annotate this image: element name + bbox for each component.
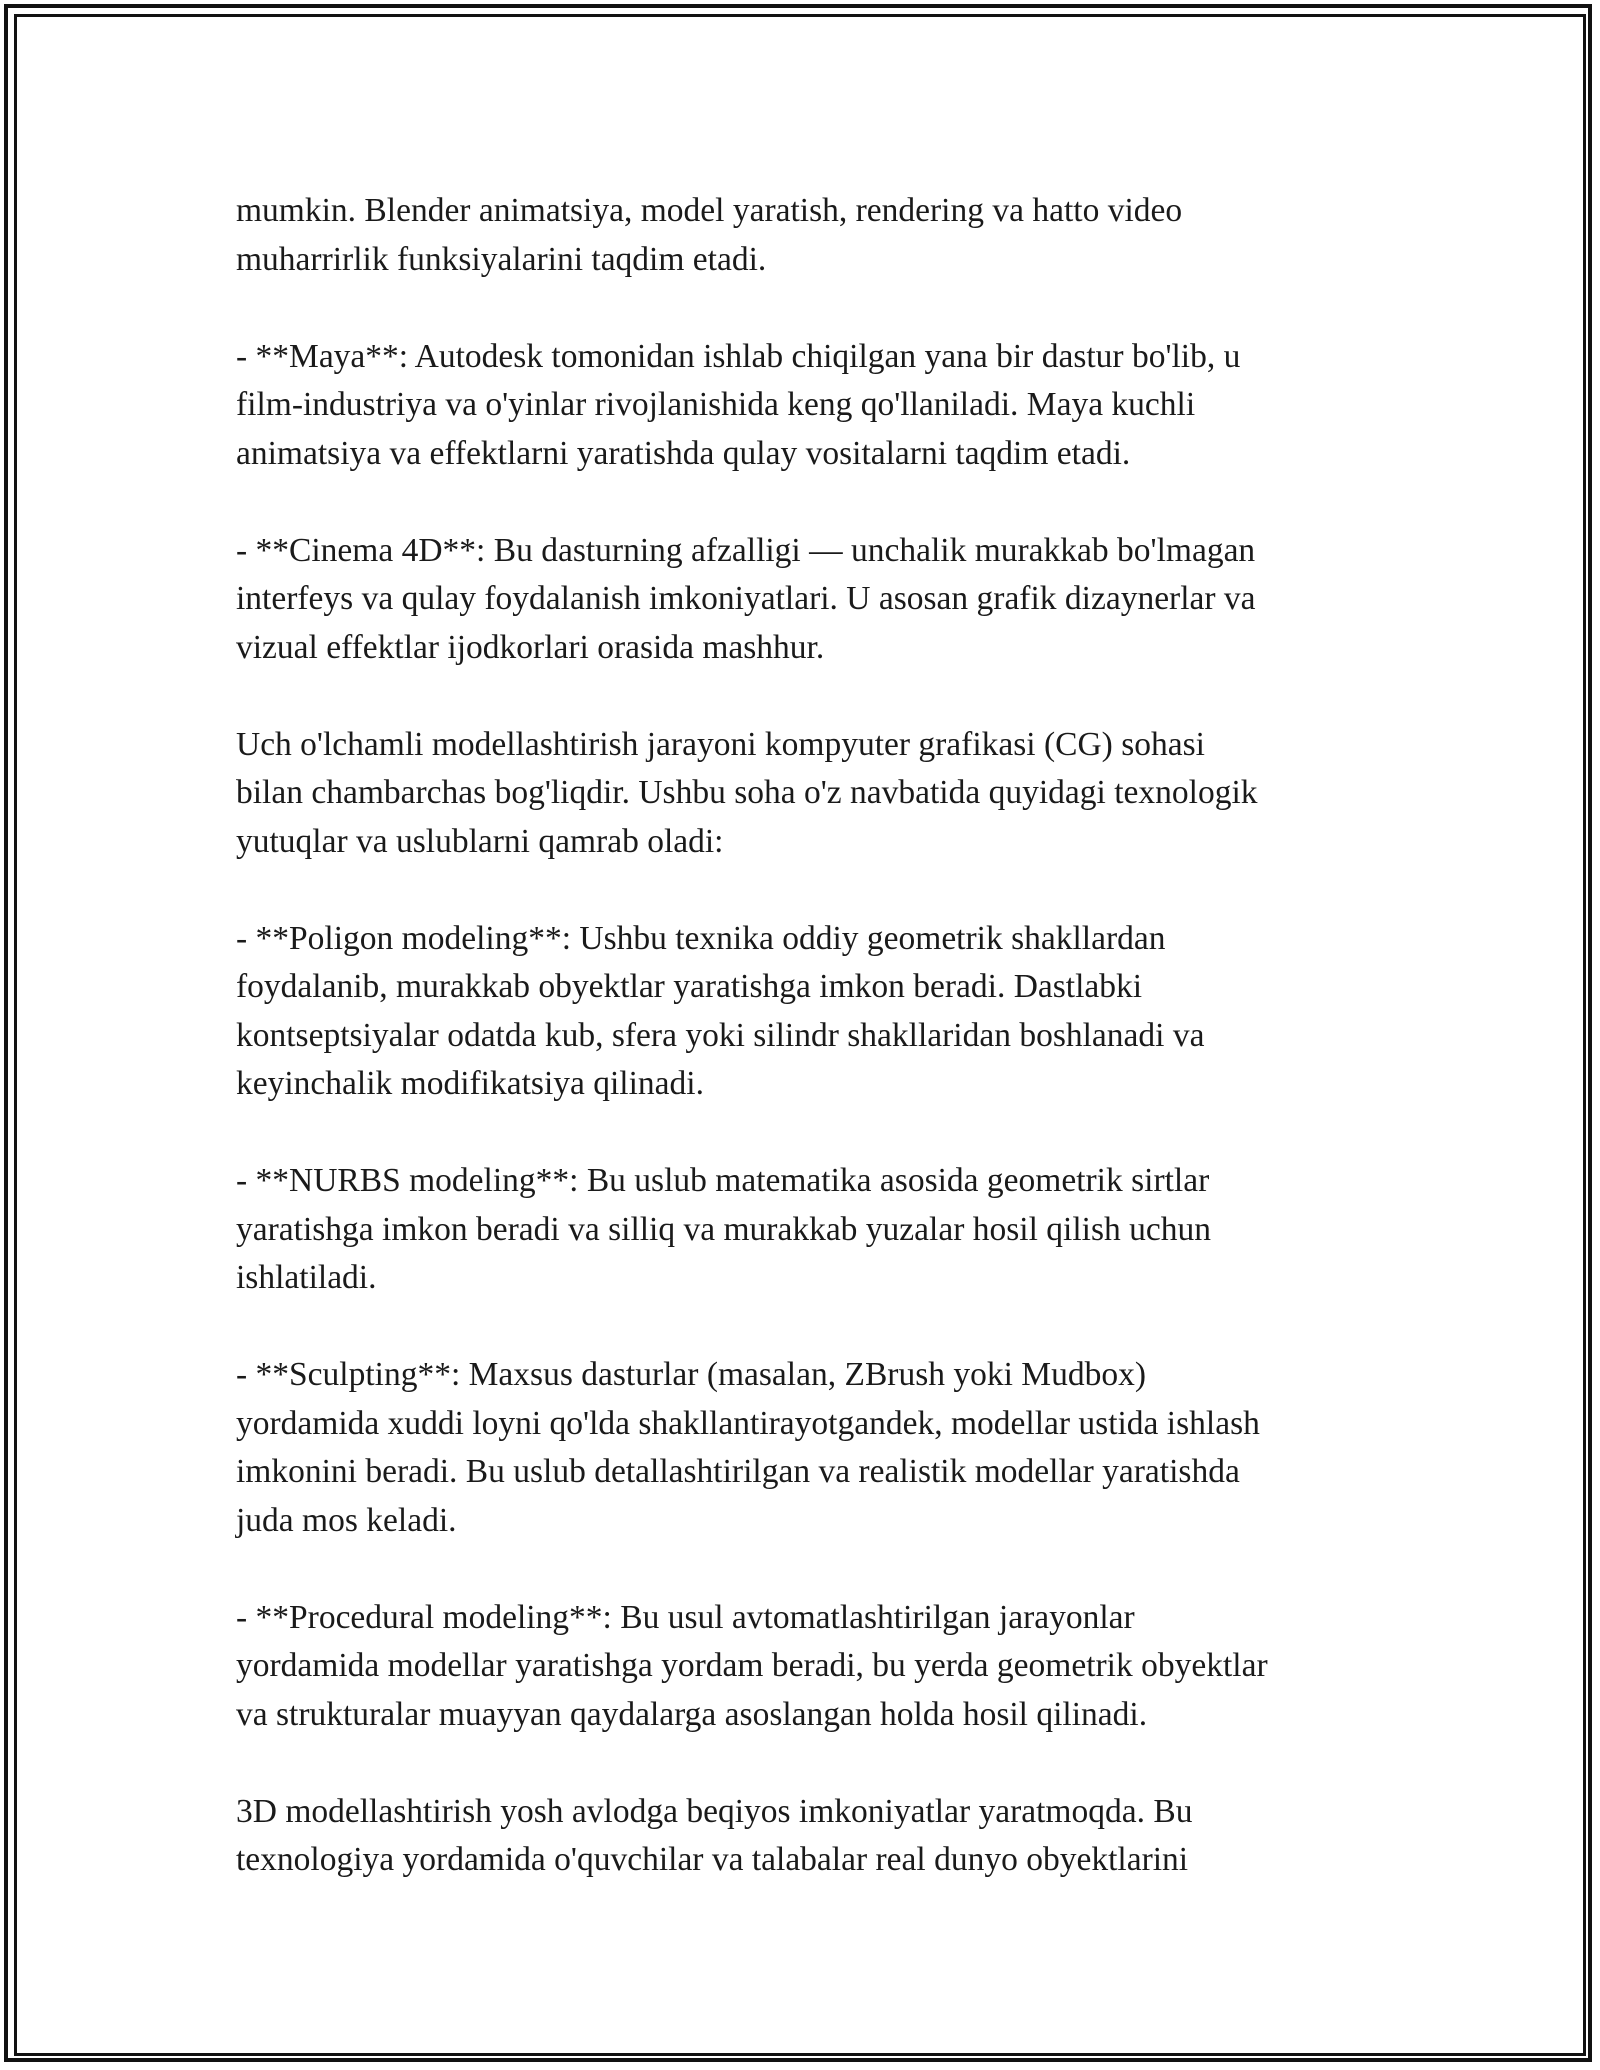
paragraph-maya: - **Maya**: Autodesk tomonidan ishlab chiqilgan yana bir dastur bo'lib, u film-industriya va o'yinlar rivojlanishida keng qo'llaniladi. Maya kuchli animatsiya va effektlarni yaratishda qulay vositalarni taqdim etadi. (236, 337, 1241, 472)
paragraph-nurbs-modeling: - **NURBS modeling**: Bu uslub matematika asosida geometrik sirtlar yaratishga imkon beradi va silliq va murakkab yuzalar hosil qilish uchun ishlatiladi. (236, 1162, 1211, 1296)
paragraph-cinema-4d: - **Cinema 4D**: Bu dasturning afzalligi — unchalik murakkab bo'lmagan interfeys va qulay foydalanish imkoniyatlari. U asosan grafik dizaynerlar va vizual effektlar ijodkorlari orasida mashhur. (236, 531, 1256, 666)
paragraph-polygon-modeling: - **Poligon modeling**: Ushbu texnika oddiy geometrik shakllardan foydalanib, murakkab obyektlar yaratishga imkon beradi. Dastlabki kontseptsiyalar odatda kub, sfera yoki silindr shakllaridan boshlanadi va keyinchalik modifikatsiya qilinadi. (236, 919, 1205, 1102)
paragraph-3d-youth: 3D modellashtirish yosh avlodga beqiyos imkoniyatlar yaratmoqda. Bu texnologiya yordamida o'quvchilar va talabalar real dunyo obyektlarini (236, 1792, 1193, 1878)
document-body (236, 187, 1371, 1885)
paragraph-procedural-modeling: - **Procedural modeling**: Bu usul avtomatlashtirilgan jarayonlar yordamida modellar yaratishga yordam beradi, bu yerda geometrik obyektlar va strukturalar muayyan qaydalarga asoslangan holda hosil qilinadi. (236, 1598, 1268, 1733)
paragraph-blender-continuation: mumkin. Blender animatsiya, model yaratish, rendering va hatto video muharrirlik funksiyalarini taqdim etadi. (236, 192, 1183, 278)
paragraph-sculpting: - **Sculpting**: Maxsus dasturlar (masalan, ZBrush yoki Mudbox) yordamida xuddi loyni qo'lda shakllantirayotgandek, modellar ustida ishlash imkonini beradi. Bu uslub detallashtirilgan va realistik modellar yaratishda juda mos keladi. (236, 1356, 1260, 1539)
paragraph-cg-intro: Uch o'lchamli modellashtirish jarayoni kompyuter grafikasi (CG) sohasi bilan chambarchas bog'liqdir. Ushbu soha o'z navbatida quyidagi texnologik yutuqlar va uslublarni qamrab oladi: (236, 725, 1258, 860)
